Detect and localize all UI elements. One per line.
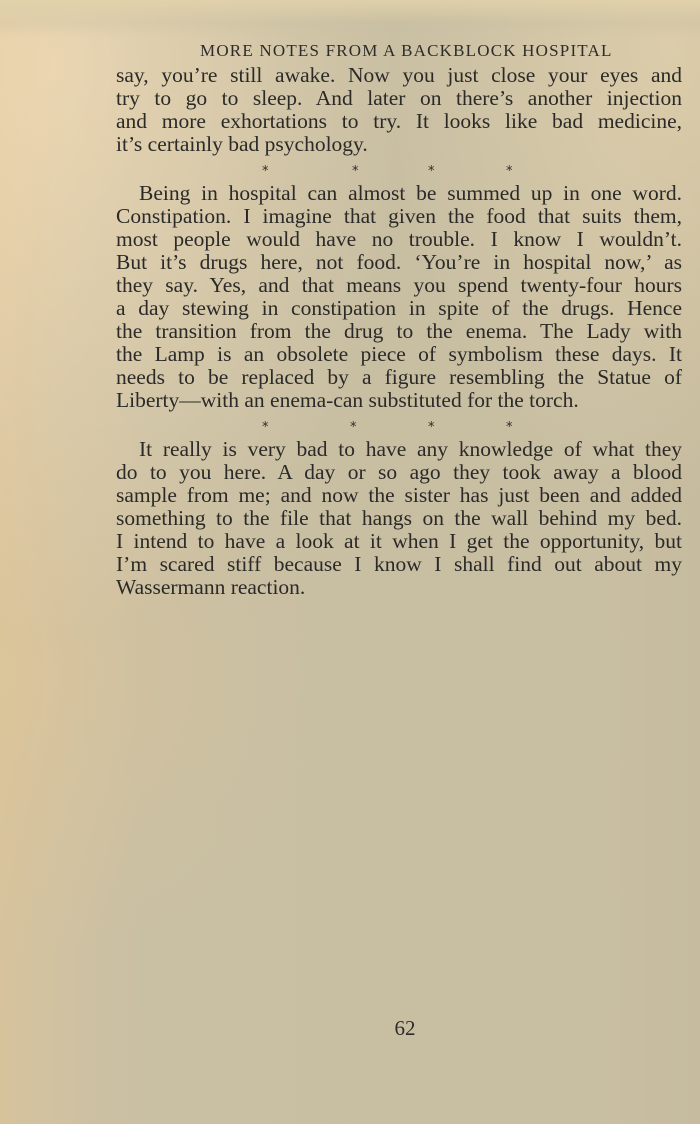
body-text bbox=[116, 64, 682, 599]
running-head: MORE NOTES FROM A BACKBLOCK HOSPITAL bbox=[200, 41, 613, 60]
text-line: it’s certainly bad psychology. bbox=[116, 132, 368, 156]
text-line: something to the file that hangs on the wall behind my bed. bbox=[116, 506, 682, 530]
text-line: Liberty—with an enema-can substituted for the torch. bbox=[116, 388, 579, 412]
text-line: they say. Yes, and that means you spend twenty-four hours bbox=[116, 273, 682, 297]
separator-star: * bbox=[262, 164, 269, 179]
text-line: try to go to sleep. And later on there’s another injection bbox=[116, 86, 682, 110]
text-line: Wassermann reaction. bbox=[116, 575, 306, 599]
page-stain bbox=[0, 0, 700, 38]
paragraph-1 bbox=[116, 64, 682, 156]
text-line: do to you here. A day or so ago they took away a blood bbox=[116, 460, 682, 484]
text-line: say, you’re still awake. Now you just close your eyes and bbox=[116, 63, 682, 87]
text-line: the transition from the drug to the enema. The Lady with bbox=[116, 319, 682, 343]
separator-star: * bbox=[428, 420, 435, 435]
text-line: It really is very bad to have any knowledge of what they bbox=[139, 437, 682, 461]
separator-star: * bbox=[428, 164, 435, 179]
separator-star: * bbox=[350, 420, 357, 435]
text-line: the Lamp is an obsolete piece of symbolism these days. It bbox=[116, 342, 682, 366]
text-line: Constipation. I imagine that given the food that suits them, bbox=[116, 204, 682, 228]
section-separator bbox=[116, 156, 682, 182]
text-line: needs to be replaced by a figure resembling the Statue of bbox=[116, 365, 682, 389]
separator-star: * bbox=[262, 420, 269, 435]
text-line: a day stewing in constipation in spite of the drugs. Hence bbox=[116, 296, 682, 320]
separator-star: * bbox=[352, 164, 359, 179]
text-line: I intend to have a look at it when I get the opportunity, but bbox=[116, 529, 682, 553]
separator-star: * bbox=[506, 420, 513, 435]
page-number: 62 bbox=[394, 1016, 416, 1040]
separator-star: * bbox=[506, 164, 513, 179]
text-line: sample from me; and now the sister has just been and added bbox=[116, 483, 682, 507]
text-line: I’m scared stiff because I know I shall find out about my bbox=[116, 552, 682, 576]
text-line: most people would have no trouble. I know I wouldn’t. bbox=[116, 227, 682, 251]
paragraph-3 bbox=[116, 438, 682, 599]
text-line: and more exhortations to try. It looks like bad medicine, bbox=[116, 109, 682, 133]
text-line: But it’s drugs here, not food. ‘You’re in hospital now,’ as bbox=[116, 250, 682, 274]
section-separator bbox=[116, 412, 682, 438]
text-line: Being in hospital can almost be summed up in one word. bbox=[139, 181, 682, 205]
paragraph-2 bbox=[116, 182, 682, 412]
